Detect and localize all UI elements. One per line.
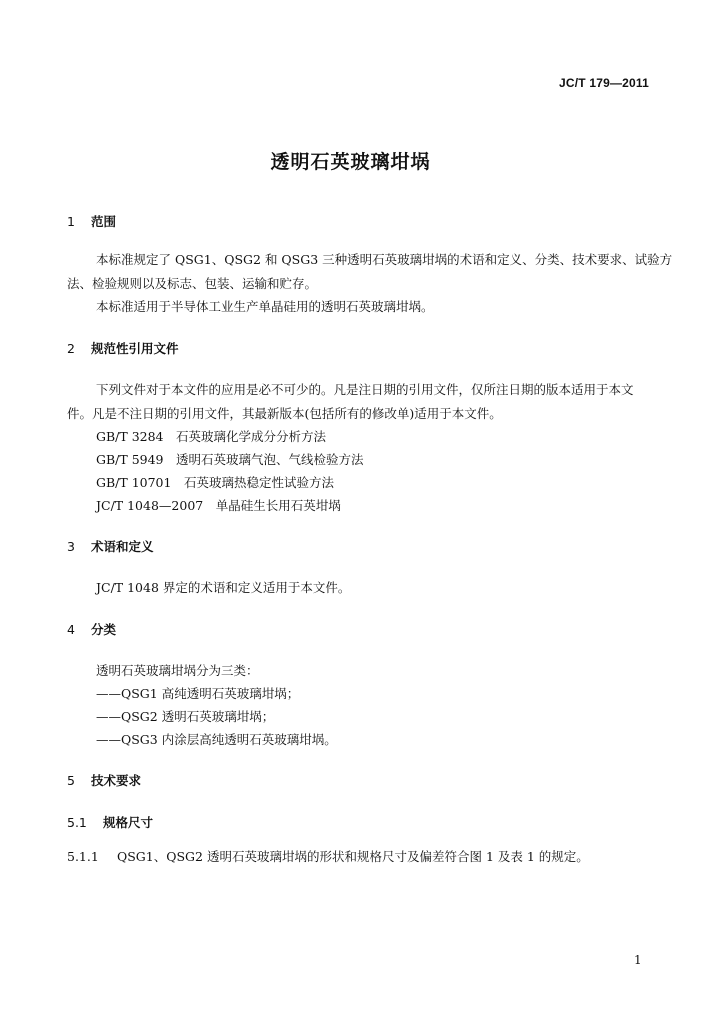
section-3-heading <box>67 537 154 555</box>
section-2-paragraph-line-1: 下列文件对于本文件的应用是必不可少的。凡是注日期的引用文件，仅所注日期的版本适用于本文 <box>96 382 634 397</box>
section-title: 分类 <box>91 622 117 637</box>
standard-number: JC/T 179—2011 <box>559 76 649 90</box>
section-1-paragraph-2: 本标准适用于半导体工业生产单晶硅用的透明石英玻璃坩埚。 <box>96 299 434 314</box>
document-title: 透明石英玻璃坩埚 <box>270 151 431 173</box>
reference-item: GB/T 5949 透明石英玻璃气泡、气线检验方法 <box>96 452 364 467</box>
subsection-5-1-heading <box>67 813 153 831</box>
section-2-heading <box>67 339 179 357</box>
section-number: 2 <box>67 341 75 356</box>
section-3-paragraph: JC/T 1048 界定的术语和定义适用于本文件。 <box>96 580 351 595</box>
section-title: 技术要求 <box>91 773 142 788</box>
section-4-intro: 透明石英玻璃坩埚分为三类： <box>96 663 259 678</box>
clause-5-1-1 <box>67 847 589 865</box>
section-title: 术语和定义 <box>91 539 154 554</box>
section-title: 规范性引用文件 <box>91 341 179 356</box>
section-1-paragraph-1-line-1: 本标准规定了 QSG1、QSG2 和 QSG3 三种透明石英玻璃坩埚的术语和定义、分类、技术要求、试验方 <box>96 252 673 267</box>
section-1-heading <box>67 212 116 230</box>
section-number: 1 <box>67 214 75 229</box>
section-1-paragraph-1-line-2: 法、检验规则以及标志、包装、运输和贮存。 <box>67 276 318 291</box>
subsection-title: 规格尺寸 <box>103 815 154 830</box>
reference-item: GB/T 3284 石英玻璃化学成分分析方法 <box>96 429 327 444</box>
classification-item: ——QSG1 高纯透明石英玻璃坩埚； <box>96 686 300 701</box>
classification-item: ——QSG3 内涂层高纯透明石英玻璃坩埚。 <box>96 732 337 747</box>
reference-item: JC/T 1048—2007 单晶硅生长用石英坩埚 <box>96 498 341 513</box>
section-2-paragraph-line-2: 件。凡是不注日期的引用文件，其最新版本(包括所有的修改单)适用于本文件。 <box>67 406 502 421</box>
clause-text: QSG1、QSG2 透明石英玻璃坩埚的形状和规格尺寸及偏差符合图 1 及表 1 的规定。 <box>117 849 589 864</box>
section-4-heading <box>67 620 116 638</box>
section-number: 4 <box>67 622 75 637</box>
clause-number: 5.1.1 <box>67 849 99 864</box>
section-number: 3 <box>67 539 75 554</box>
page-number: 1 <box>634 953 642 967</box>
section-number: 5 <box>67 773 75 788</box>
section-title: 范围 <box>91 214 117 229</box>
reference-item: GB/T 10701 石英玻璃热稳定性试验方法 <box>96 475 334 490</box>
subsection-number: 5.1 <box>67 815 87 830</box>
section-5-heading <box>67 771 141 789</box>
classification-item: ——QSG2 透明石英玻璃坩埚； <box>96 709 275 724</box>
